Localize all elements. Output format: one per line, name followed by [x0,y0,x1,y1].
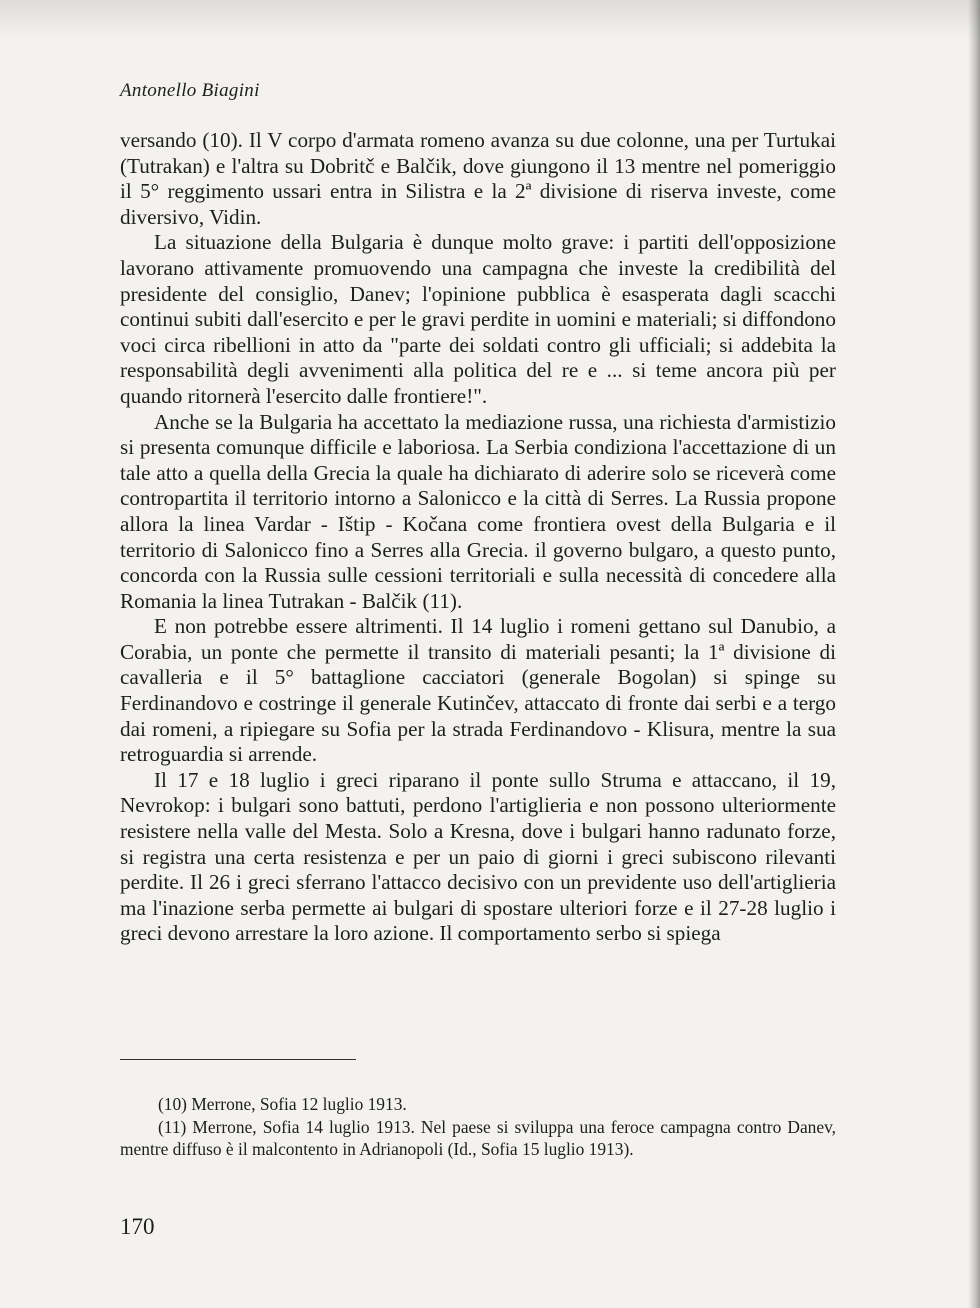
footnote: (10) Merrone, Sofia 12 luglio 1913. [158,1094,407,1114]
scan-top-shadow [0,0,980,40]
paragraph: Anche se la Bulgaria ha accettato la mediazione russa, una richiesta d'armistizio si presenta comunque difficile e laboriosa. La Serbia condiziona l'accettazione di un tale atto a quella della Grecia la quale ha dichiarato di aderire solo se riceverà come contropartita il territorio intorno a Salonicco e la città di Serres. La Russia propone allora la linea Vardar - Ištip - Kočana come frontiera ovest della Bulgaria e il territorio di Salonicco fino a Serres alla Grecia. il governo bulgaro, a questo punto, concorda con la Russia sulle cessioni territoriali e sulla necessità di concedere alla Romania la linea Tutrakan - Balčik (11). [120,409,836,613]
body-text [120,128,836,947]
footnote: (11) Merrone, Sofia 14 luglio 1913. Nel paese si sviluppa una feroce campagna contro Danev, mentre diffuso è il malcontento in Adrianopoli (Id., Sofia 15 luglio 1913). [120,1116,836,1159]
paragraph: versando (10). Il V corpo d'armata romeno avanza su due colonne, una per Turtukai (Tutrakan) e l'altra su Dobritč e Balčik, dove giungono il 13 mentre nel pomeriggio il 5° reggimento ussari entra in Silistra e la 2ª divisione di riserva investe, come diversivo, Vidin. [120,128,836,229]
footnotes [120,1093,836,1161]
footnote-divider [120,1059,356,1060]
paragraph: Il 17 e 18 luglio i greci riparano il ponte sullo Struma e attaccano, il 19, Nevrokop: i bulgari sono battuti, perdono l'artiglieria e non possono ulteriormente resistere nella valle del Mesta. Solo a Kresna, dove i bulgari hanno radunato forze, si registra una certa resistenza e per un paio di giorni i greci subiscono rilevanti perdite. Il 26 i greci sferrano l'attacco decisivo con un previdente uso dell'artiglieria ma l'inazione serba permette ai bulgari di spostare ulteriori forze e il 27-28 luglio i greci devono arrestare la loro azione. Il comportamento serbo si spiega [120,767,836,946]
scan-edge-shadow [968,0,980,1308]
paragraph: E non potrebbe essere altrimenti. Il 14 luglio i romeni gettano sul Danubio, a Corabia, un ponte che permette il transito di materiali pesanti; la 1ª divisione di cavalleria e il 5° battaglione cacciatori (generale Bogolan) si spinge su Ferdinandovo e costringe il generale Kutinčev, attaccato di fronte dai serbi e a tergo dai romeni, a ripiegare su Sofia per la strada Ferdinandovo - Klisura, mentre la sua retroguardia si arrende. [120,614,836,767]
running-head: Antonello Biagini [120,80,260,101]
page-number: 170 [120,1214,155,1239]
paragraph: La situazione della Bulgaria è dunque molto grave: i partiti dell'opposizione lavorano attivamente promuovendo una campagna che investe la credibilità del presidente del consiglio, Danev; l'opinione pubblica è esasperata dagli scacchi continui subiti dall'esercito e per le gravi perdite in uomini e materiali; si diffondono voci circa ribellioni in atto da "parte dei soldati contro gli ufficiali; si addebita la responsabilità degli avvenimenti alla politica del re e ... si teme ancora più per quando ritornerà l'esercito dalle frontiere!". [120,230,836,408]
